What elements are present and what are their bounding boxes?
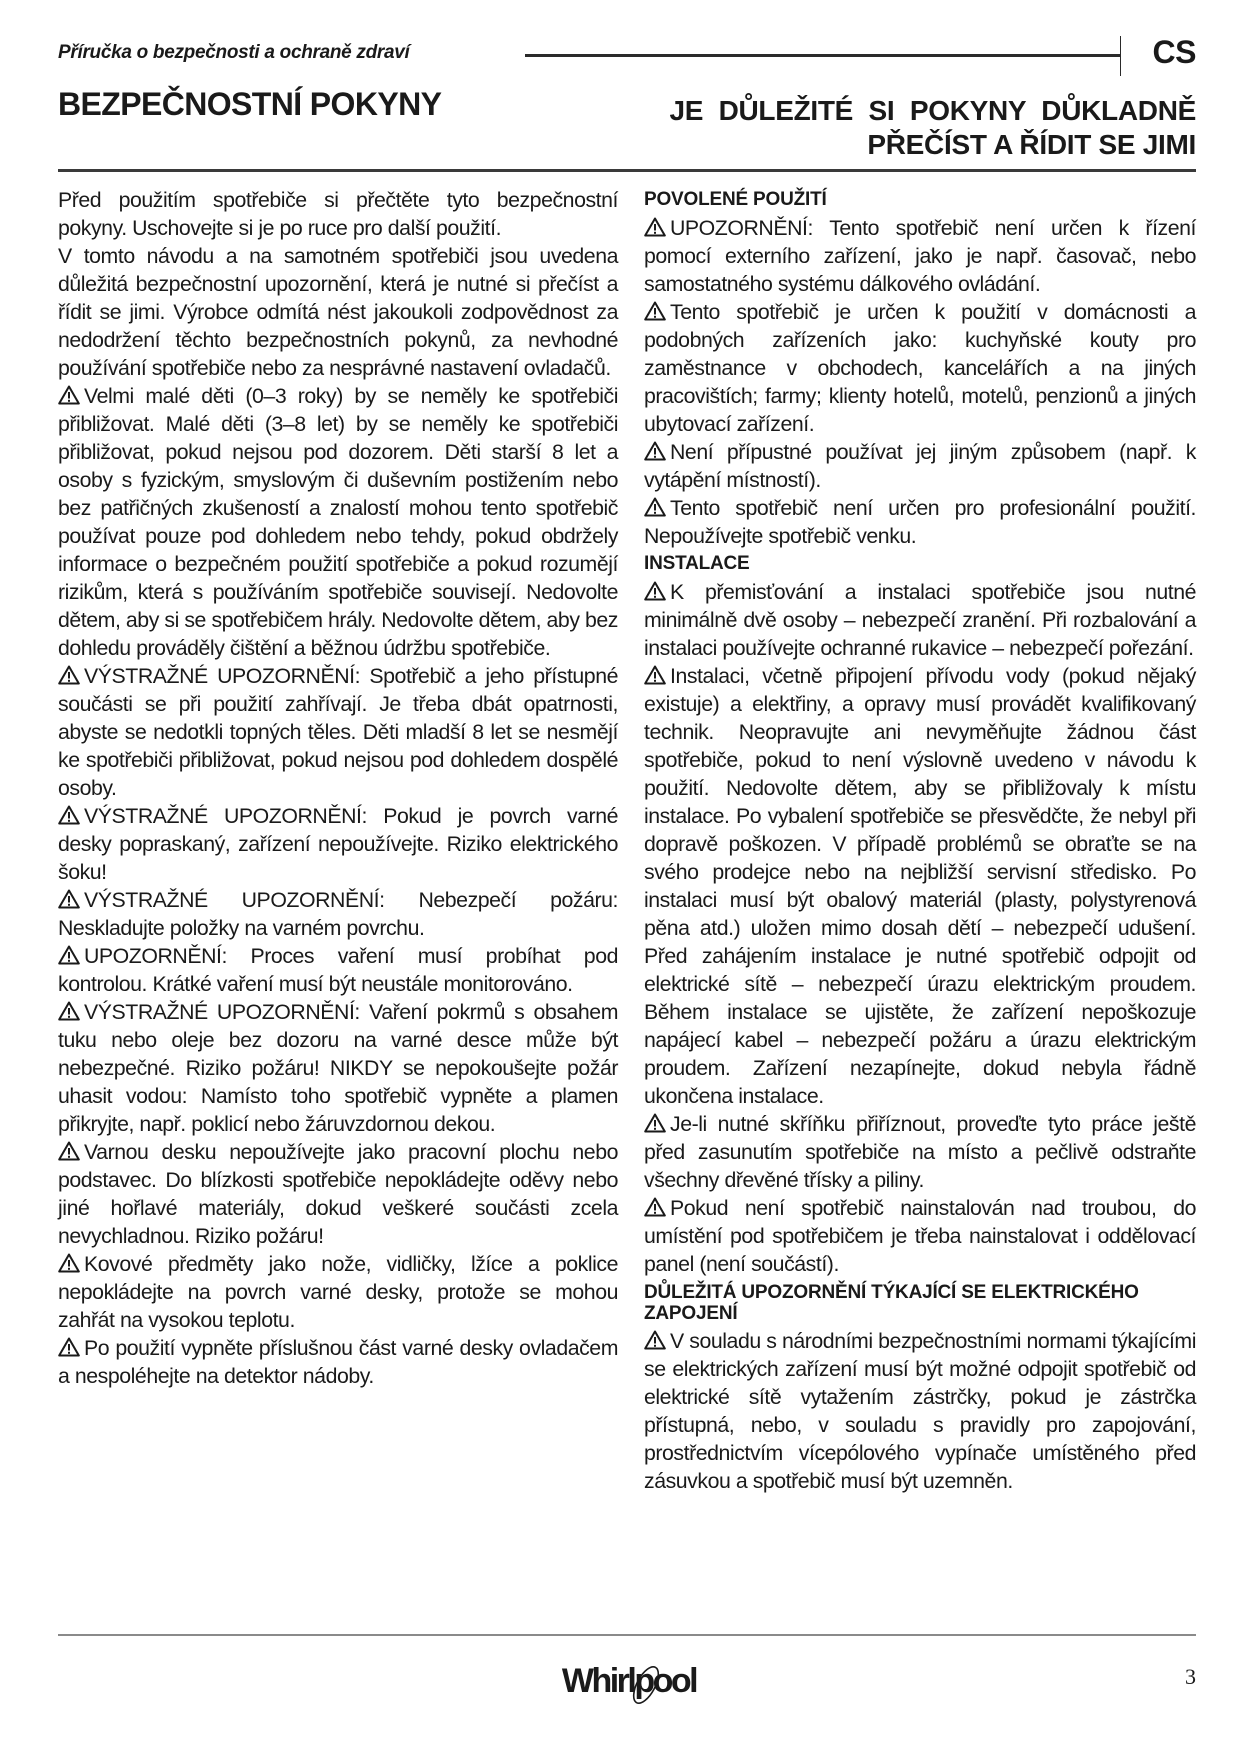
page-title-right <box>576 94 1196 162</box>
warning-paragraph: V souladu s národními bezpečnostními normami týkajícími se elektrických zařízení musí být možné odpojit spotřebič od elektrické sítě vytažením zástrčky, pokud je zástrčka přístupná, nebo, v souladu s pravidly pro zapojování, prostřednictvím vícepólového vypínače umístěného před zásuvkou a spotřebič musí být uzemněn. <box>644 1329 1196 1493</box>
title-rule <box>58 169 1196 172</box>
warning-paragraph: VÝSTRAŽNÉ UPOZORNĚNÍ: Vaření pokrmů s obsahem tuku nebo oleje bez dozoru na varné desce může být nebezpečné. Riziko požáru! NIKDY se nepokoušejte požár uhasit vodou: Namísto toho spotřebič vypněte a plamen přikryjte, např. poklicí nebo žáruvzdornou dekou. <box>58 1000 618 1136</box>
warning-triangle-icon <box>644 1330 666 1350</box>
warning-triangle-icon <box>58 665 80 685</box>
page-title: BEZPEČNOSTNÍ POKYNY <box>58 86 442 122</box>
warning-triangle-icon <box>58 1001 80 1021</box>
section-heading-permitted-use: POVOLENÉ POUŽITÍ <box>644 189 827 210</box>
header-rule-tick <box>1120 36 1121 76</box>
whirlpool-logo-icon <box>554 1652 704 1712</box>
warning-paragraph: Je-li nutné skříňku přiříznout, proveďte tyto práce ještě před zasunutím spotřebiče na místo a pečlivě odstraňte všechny dřevěné třísky a piliny. <box>644 1112 1196 1192</box>
language-code: CS <box>1152 34 1196 70</box>
intro-paragraph: Před použitím spotřebiče si přečtěte tyto bezpečnostní pokyny. Uschovejte si je po ruce pro další použití. <box>58 188 618 240</box>
warning-triangle-icon <box>644 441 666 461</box>
warning-triangle-icon <box>644 217 666 237</box>
warning-paragraph: VÝSTRAŽNÉ UPOZORNĚNÍ: Pokud je povrch varné desky popraskaný, zařízení nepoužívejte. Riziko elektrického šoku! <box>58 804 618 884</box>
warning-triangle-icon <box>644 665 666 685</box>
warning-paragraph: VÝSTRAŽNÉ UPOZORNĚNÍ: Nebezpečí požáru: Neskladujte položky na varném povrchu. <box>58 888 618 940</box>
footer-rule <box>58 1634 1196 1636</box>
warning-paragraph: Není přípustné používat jej jiným způsobem (např. k vytápění místností). <box>644 440 1196 492</box>
warning-triangle-icon <box>58 889 80 909</box>
warning-paragraph: K přemisťování a instalaci spotřebiče jsou nutné minimálně dvě osoby – nebezpečí zranění. Při rozbalování a instalaci používejte ochranné rukavice – nebezpečí pořezání. <box>644 580 1196 660</box>
warning-triangle-icon <box>58 1337 80 1357</box>
page-title-right-line1: JE DŮLEŽITÉ SI POKYNY DŮKLADNĚ <box>669 95 1196 126</box>
page-title-right-line2: PŘEČÍST A ŘÍDIT SE JIMI <box>867 129 1196 160</box>
warning-paragraph: VÝSTRAŽNÉ UPOZORNĚNÍ: Spotřebič a jeho přístupné součásti se při použití zahřívají. Je třeba dbát opatrnosti, abyste se nedotkli topných těles. Děti mladší 8 let se nesmějí ke spotřebiči přibližovat, pokud nejsou pod dohledem dospělé osoby. <box>58 664 618 800</box>
section-heading-electrical: DŮLEŽITÁ UPOZORNĚNÍ TÝKAJÍCÍ SE ELEKTRICKÉHO ZAPOJENÍ <box>644 1282 1139 1324</box>
warning-paragraph: Tento spotřebič není určen pro profesionální použití. Nepoužívejte spotřebič venku. <box>644 496 1196 548</box>
warning-triangle-icon <box>58 945 80 965</box>
right-column <box>644 186 1196 1495</box>
header-rule <box>525 54 1121 57</box>
warning-paragraph: Tento spotřebič je určen k použití v domácnosti a podobných zařízeních jako: kuchyňské kouty pro zaměstnance v obchodech, kancelářích a na jiných pracovištích; farmy; klienty hotelů, motelů, penzionů a jiných ubytovací zařízení. <box>644 300 1196 436</box>
warning-triangle-icon <box>644 1197 666 1217</box>
warning-paragraph: Pokud není spotřebič nainstalován nad troubou, do umístění pod spotřebičem je třeba nainstalovat i oddělovací panel (není součástí). <box>644 1196 1196 1276</box>
warning-paragraph: Instalaci, včetně připojení přívodu vody (pokud nějaký existuje) a elektřiny, a opravy musí provádět kvalifikovaný technik. Neopravujte ani nevyměňujte žádnou část spotřebiče, pokud to není výslovně uvedeno v návodu k použití. Nedovolte dětem, aby se přibližovaly k místu instalace. Po vybalení spotřebiče se přesvědčte, že nebyl při dopravě poškozen. V případě problémů se obraťte se na svého prodejce nebo na nejbližší servisní středisko. Po instalaci musí být obalový materiál (plasty, polystyrenová pěna atd.) uložen mimo dosah dětí – nebezpečí udušení. Před zahájením instalace je nutné spotřebič odpojit od elektrické sítě – nebezpečí úrazu elektrickým proudem. Během instalace se ujistěte, že zařízení nepoškozuje napájecí kabel – nebezpečí požáru a úrazu elektrickým proudem. Zařízení nezapínejte, dokud nebyla řádně ukončena instalace. <box>644 664 1196 1108</box>
warning-triangle-icon <box>58 805 80 825</box>
warning-paragraph: UPOZORNĚNÍ: Proces vaření musí probíhat pod kontrolou. Krátké vaření musí být neustále monitorováno. <box>58 944 618 996</box>
page-number: 3 <box>1185 1664 1196 1689</box>
warning-triangle-icon <box>58 1141 80 1161</box>
warning-triangle-icon <box>58 385 80 405</box>
warning-paragraph: UPOZORNĚNÍ: Tento spotřebič není určen k řízení pomocí externího zařízení, jako je např. časovač, nebo samostatného systému dálkového ovládání. <box>644 216 1196 296</box>
warning-triangle-icon <box>644 497 666 517</box>
warning-paragraph: Kovové předměty jako nože, vidličky, lžíce a poklice nepokládejte na povrch varné desky, protože se mohou zahřát na vysokou teplotu. <box>58 1252 618 1332</box>
intro-paragraph: V tomto návodu a na samotném spotřebiči jsou uvedena důležitá bezpečnostní upozornění, která je nutné si přečíst a řídit se jimi. Výrobce odmítá nést jakoukoli zodpovědnost za nedodržení těchto bezpečnostních pokynů, za nevhodné používání spotřebiče nebo za nesprávné nastavení ovladačů. <box>58 244 618 380</box>
warning-triangle-icon <box>58 1253 80 1273</box>
header-subtitle: Příručka o bezpečnosti a ochraně zdraví <box>58 42 410 63</box>
warning-paragraph: Varnou desku nepoužívejte jako pracovní plochu nebo podstavec. Do blízkosti spotřebiče nepokládejte oděvy nebo jiné hořlavé materiály, dokud veškeré součásti zcela nevychladnou. Riziko požáru! <box>58 1140 618 1248</box>
section-heading-installation: INSTALACE <box>644 553 750 574</box>
warning-paragraph: Velmi malé děti (0–3 roky) by se neměly ke spotřebiči přibližovat. Malé děti (3–8 let) by se neměly ke spotřebiči přibližovat, pokud nejsou pod dozorem. Děti starší 8 let a osoby s fyzickým, smyslovým či duševním postižením nebo bez patřičných zkušeností a znalostí mohou tento spotřebič používat pouze pod dohledem nebo tehdy, pokud obdržely informace o bezpečném použití spotřebiče a pokud rozumějí rizikům, která s používáním spotřebiče souvisejí. Nedovolte dětem, aby si se spotřebičem hrály. Nedovolte dětem, aby bez dohledu prováděly čištění a běžnou údržbu spotřebiče. <box>58 384 618 660</box>
svg-text:Whirlpool: Whirlpool <box>561 1662 697 1700</box>
warning-paragraph: Po použití vypněte příslušnou část varné desky ovladačem a nespoléhejte na detektor nádoby. <box>58 1336 618 1388</box>
warning-triangle-icon <box>644 1113 666 1133</box>
warning-triangle-icon <box>644 301 666 321</box>
warning-triangle-icon <box>644 581 666 601</box>
left-column <box>58 186 618 1390</box>
